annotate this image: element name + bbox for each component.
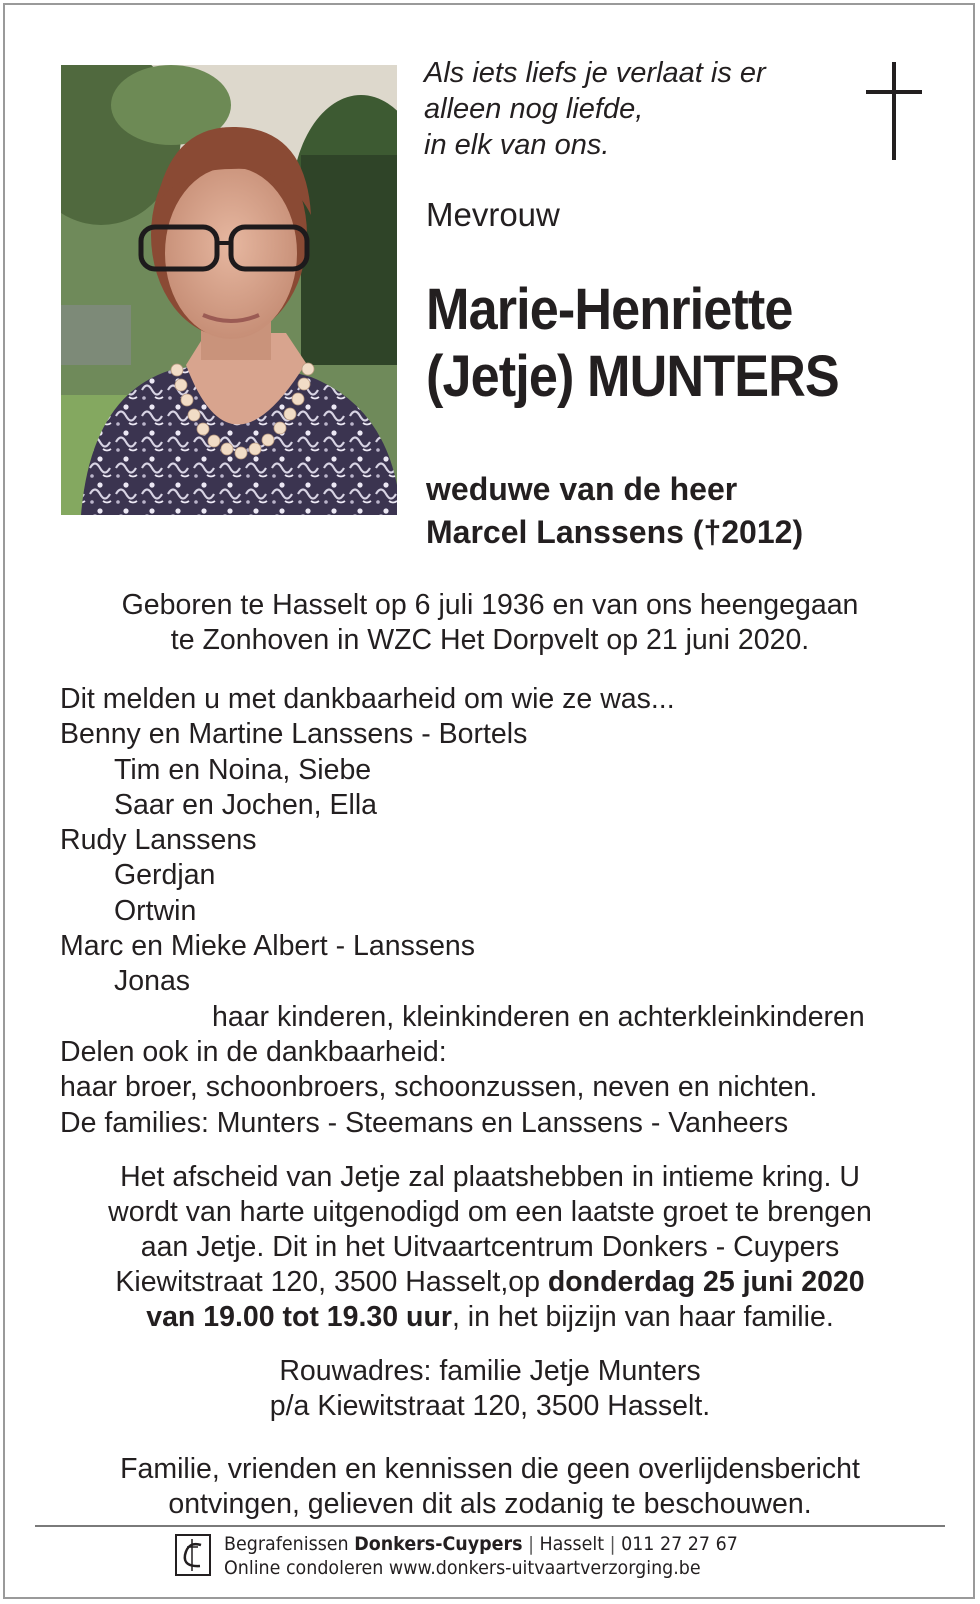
family-line: Jonas bbox=[114, 965, 191, 998]
notice-text bbox=[40, 1452, 940, 1522]
mourning-address bbox=[40, 1354, 940, 1424]
address-line: p/a Kiewitstraat 120, 3500 Hasselt. bbox=[269, 1390, 711, 1422]
farewell-suffix: , in het bijzijn van haar familie. bbox=[451, 1301, 834, 1333]
quote-line: Als iets liefs je verlaat is er bbox=[424, 57, 766, 89]
birth-line: Geboren te Hasselt op 6 juli 1936 en van ons heengegaan bbox=[121, 589, 859, 621]
birth-death-details bbox=[40, 588, 940, 658]
family-line: Saar en Jochen, Ella bbox=[114, 788, 377, 821]
name-line: (Jetje) MUNTERS bbox=[426, 344, 839, 409]
quote-line: alleen nog liefde, bbox=[424, 93, 644, 125]
salutation: Mevrouw bbox=[426, 196, 560, 233]
family-line: haar kinderen, kleinkinderen en achterkleinkinderen bbox=[212, 1000, 865, 1033]
widow-line: Marcel Lanssens (†2012) bbox=[426, 514, 804, 550]
family-line: Benny en Martine Lanssens - Bortels bbox=[60, 718, 528, 751]
footer-online: Online condoleren www.donkers-uitvaartverzorging.be bbox=[224, 1557, 701, 1579]
cross-icon bbox=[866, 62, 922, 160]
quote-line: in elk van ons. bbox=[424, 129, 610, 161]
footer-phone: 011 27 27 67 bbox=[621, 1533, 738, 1555]
footer-line-company: Begrafenissen Donkers-Cuypers | Hasselt | 011 27 27 67 bbox=[224, 1533, 738, 1555]
funeral-home-footer bbox=[224, 1532, 738, 1580]
farewell-details bbox=[40, 1160, 940, 1335]
funeral-home-logo-icon bbox=[174, 1533, 212, 1577]
farewell-line bbox=[40, 1300, 940, 1335]
family-line: De families: Munters - Steemans en Lanssens - Vanheers bbox=[60, 1106, 789, 1139]
family-line: Ortwin bbox=[114, 894, 197, 927]
footer-prefix: Begrafenissen bbox=[224, 1533, 355, 1555]
name-line: Marie-Henriette bbox=[426, 277, 793, 342]
family-line: Marc en Mieke Albert - Lanssens bbox=[60, 930, 476, 963]
deceased-name bbox=[426, 276, 839, 410]
family-line: haar broer, schoonbroers, schoonzussen, neven en nichten. bbox=[60, 1071, 818, 1104]
memorial-quote bbox=[424, 55, 766, 163]
widow-of bbox=[426, 468, 803, 554]
notice-line: Familie, vrienden en kennissen die geen overlijdensbericht bbox=[120, 1453, 860, 1485]
portrait-photo bbox=[61, 65, 397, 515]
farewell-time: van 19.00 tot 19.30 uur bbox=[146, 1301, 452, 1333]
family-line: Delen ook in de dankbaarheid: bbox=[60, 1035, 447, 1068]
family-line: Dit melden u met dankbaarheid om wie ze was... bbox=[60, 683, 675, 715]
family-line: Gerdjan bbox=[114, 859, 216, 892]
farewell-address: Kiewitstraat 120, 3500 Hasselt,op bbox=[115, 1266, 548, 1298]
farewell-line: Het afscheid van Jetje zal plaatshebben in intieme kring. U bbox=[120, 1161, 860, 1193]
farewell-line: wordt van harte uitgenodigd om een laatste groet te brengen bbox=[108, 1196, 872, 1228]
footer-divider bbox=[35, 1525, 945, 1527]
family-line: Rudy Lanssens bbox=[60, 824, 257, 857]
birth-line: te Zonhoven in WZC Het Dorpvelt op 21 juni 2020. bbox=[170, 624, 810, 656]
address-line: Rouwadres: familie Jetje Munters bbox=[279, 1355, 701, 1387]
widow-line: weduwe van de heer bbox=[426, 471, 738, 507]
farewell-line bbox=[40, 1265, 940, 1300]
farewell-line: aan Jetje. Dit in het Uitvaartcentrum Donkers - Cuypers bbox=[140, 1231, 840, 1263]
footer-city: Hasselt bbox=[539, 1533, 605, 1555]
notice-line: ontvingen, gelieven dit als zodanig te beschouwen. bbox=[168, 1488, 812, 1520]
footer-company: Donkers-Cuypers bbox=[354, 1533, 523, 1555]
family-list bbox=[60, 682, 865, 1141]
family-line: Tim en Noina, Siebe bbox=[114, 753, 372, 786]
farewell-date: donderdag 25 juni 2020 bbox=[547, 1266, 865, 1298]
